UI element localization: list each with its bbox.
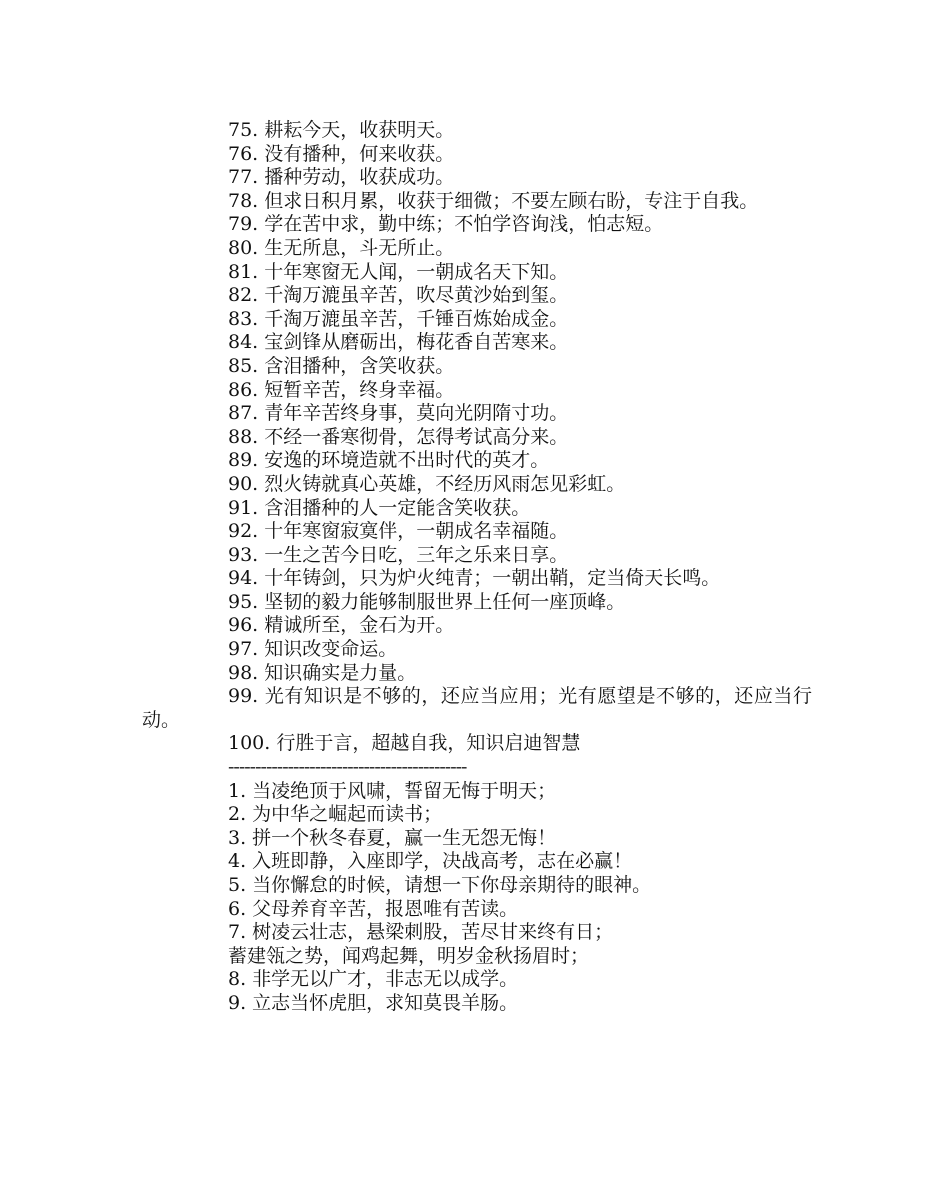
text-line: 90. 烈火铸就真心英雄，不经历风雨怎见彩虹。 (228, 472, 626, 495)
text-line: 84. 宝剑锋从磨砺出，梅花香自苦寒来。 (228, 331, 569, 354)
text-line: 76. 没有播种，何来收获。 (228, 142, 455, 165)
text-line: 8. 非学无以广才，非志无以成学。 (228, 968, 519, 991)
text-line: 3. 拼一个秋冬春夏，赢一生无怨无悔！ (228, 826, 557, 849)
text-line: 93. 一生之苦今日吃，三年之乐来日享。 (228, 543, 569, 566)
text-line: 85. 含泪播种，含笑收获。 (228, 354, 455, 377)
text-line: 89. 安逸的环境造就不出时代的英才。 (228, 449, 550, 472)
text-line: 77. 播种劳动，收获成功。 (228, 166, 455, 189)
text-line: 6. 父母养育辛苦，报恩唯有苦读。 (228, 897, 519, 920)
text-line: 95. 坚韧的毅力能够制服世界上任何一座顶峰。 (228, 590, 626, 613)
text-line: 9. 立志当怀虎胆，求知莫畏羊肠。 (228, 991, 519, 1014)
text-line: 78. 但求日积月累，收获于细微；不要左顾右盼，专注于自我。 (228, 189, 759, 212)
text-line: 97. 知识改变命运。 (228, 638, 398, 661)
text-line: 4. 入班即静，入座即学，决战高考，志在必赢！ (228, 850, 633, 873)
text-line: 87. 青年辛苦终身事，莫向光阴隋寸功。 (228, 402, 569, 425)
text-line: 80. 生无所息，斗无所止。 (228, 236, 455, 259)
text-line: 75. 耕耘今天，收获明天。 (228, 119, 455, 141)
text-line: 98. 知识确实是力量。 (228, 661, 417, 684)
text-line: 79. 学在苦中求，勤中练；不怕学咨询浅，怕志短。 (228, 213, 664, 236)
text-line: 94. 十年铸剑，只为炉火纯青；一朝出鞘，定当倚天长鸣。 (228, 567, 721, 590)
text-line: 82. 千淘万漉虽辛苦，吹尽黄沙始到玺。 (228, 284, 569, 307)
text-line: 81. 十年寒窗无人闻，一朝成名天下知。 (228, 260, 569, 283)
text-line: 92. 十年寒窗寂寞伴，一朝成名幸福随。 (228, 520, 569, 543)
text-line: 1. 当凌绝顶于风啸，誓留无悔于明天； (228, 779, 557, 802)
document-body (142, 119, 812, 1016)
text-line: 91. 含泪播种的人一定能含笑收获。 (228, 496, 531, 519)
text-line: 7. 树凌云壮志，悬梁刺股，苦尽甘来终有日； (228, 921, 614, 944)
text-line: 83. 千淘万漉虽辛苦，千锤百炼始成金。 (228, 307, 569, 330)
text-line: 蓄建瓴之势，闻鸡起舞，明岁金秋扬眉时； (228, 944, 590, 967)
text-line: 86. 短暂辛苦，终身幸福。 (228, 378, 455, 401)
text-line: 5. 当你懈怠的时候，请想一下你母亲期待的眼神。 (228, 874, 652, 896)
text-line: 88. 不经一番寒彻骨，怎得考试高分来。 (228, 425, 569, 448)
text-line: 100. 行胜于言，超越自我，知识启迪智慧 (228, 732, 581, 755)
section-divider: -------------------------------------------- (228, 756, 467, 779)
text-line: 99. 光有知识是不够的，还应当应用；光有愿望是不够的，还应当行动。 (142, 685, 812, 731)
text-line: 96. 精诚所至，金石为开。 (228, 614, 455, 637)
text-line: 2. 为中华之崛起而读书； (228, 803, 443, 826)
